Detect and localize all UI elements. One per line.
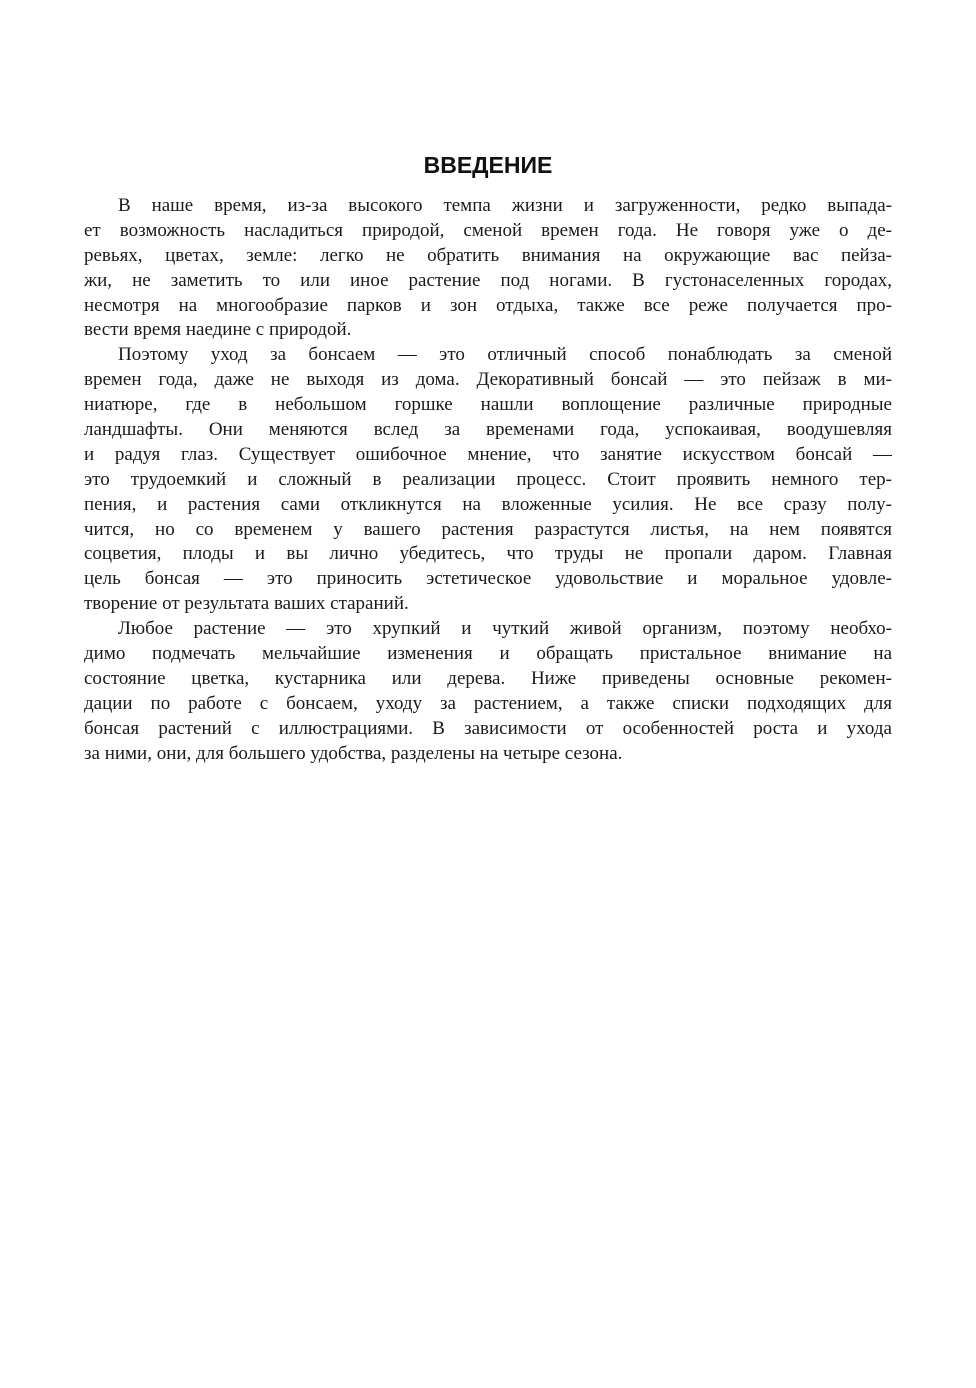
text-line: ниатюре, где в небольшом горшке нашли воплощение различные природные — [84, 394, 892, 416]
text-line: вести время наедине с природой. — [84, 319, 352, 341]
text-line: В наше время, из-за высокого темпа жизни и загруженности, редко выпада- — [118, 195, 892, 216]
text-line: чится, но со временем у вашего растения разрастутся листья, на нем появятся — [84, 518, 892, 540]
paragraph-1 — [84, 194, 892, 343]
text-line: димо подмечать мельчайшие изменения и обращать пристальное внимание на — [84, 643, 892, 665]
text-line: и радуя глаз. Существует ошибочное мнение, что занятие искусством бонсай — — [84, 443, 892, 465]
text-line: дации по работе с бонсаем, уходу за растением, а также списки подходящих для — [84, 692, 892, 714]
paragraph-3 — [84, 617, 892, 766]
text-line: бонсая растений с иллюстрациями. В зависимости от особенностей роста и ухода — [84, 717, 892, 739]
text-line: ландшафты. Они меняются вслед за временами года, успокаивая, воодушевляя — [84, 419, 892, 441]
text-line: состояние цветка, кустарника или дерева. Ниже приведены основные рекомен- — [84, 667, 892, 689]
text-line: соцветия, плоды и вы лично убедитесь, что труды не пропали даром. Главная — [84, 543, 892, 565]
text-line: творение от результата ваших стараний. — [84, 593, 409, 615]
text-line: времен года, даже не выходя из дома. Декоративный бонсай — это пейзаж в ми- — [84, 369, 892, 391]
body-text — [84, 194, 892, 766]
text-line: ревьях, цветах, земле: легко не обратить внимания на окружающие вас пейза- — [84, 244, 892, 266]
text-line: ет возможность насладиться природой, сменой времен года. Не говоря уже о де- — [84, 219, 892, 241]
text-line: это трудоемкий и сложный в реализации процесс. Стоит проявить немного тер- — [84, 468, 892, 490]
paragraph-2 — [84, 343, 892, 617]
text-line: жи, не заметить то или иное растение под ногами. В густонаселенных городах, — [84, 269, 892, 291]
text-line: за ними, они, для большего удобства, разделены на четыре сезона. — [84, 742, 623, 764]
text-line: несмотря на многообразие парков и зон отдыха, также все реже получается про- — [84, 294, 892, 316]
page-title: ВВЕДЕНИЕ — [423, 152, 553, 178]
text-line: цель бонсая — это приносить эстетическое удовольствие и моральное удовле- — [84, 568, 892, 590]
text-line: Любое растение — это хрупкий и чуткий живой организм, поэтому необхо- — [118, 618, 892, 640]
text-line: Поэтому уход за бонсаем — это отличный способ понаблюдать за сменой — [118, 344, 892, 366]
text-line: пения, и растения сами откликнутся на вложенные усилия. Не все сразу полу- — [84, 493, 892, 515]
